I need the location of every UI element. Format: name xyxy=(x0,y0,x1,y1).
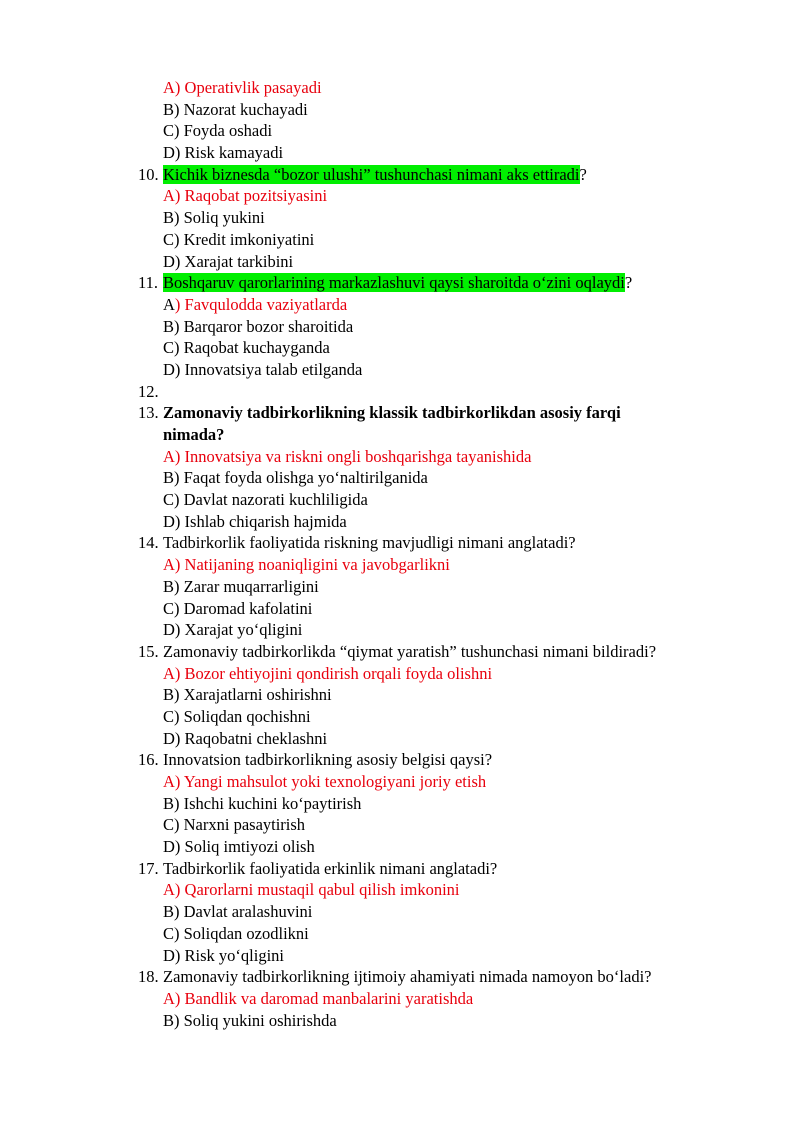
option: B) Zarar muqarrarligini xyxy=(163,576,319,596)
option-correct: A) Yangi mahsulot yoki texnologiyani joriy etish xyxy=(163,772,487,791)
question-13 xyxy=(0,402,800,424)
option: D) Risk yo‘qligini xyxy=(163,945,285,965)
option: D) Innovatsiya talab etilganda xyxy=(163,359,363,379)
question-14 xyxy=(0,532,800,554)
option: C) Davlat nazorati kuchliligida xyxy=(163,490,368,510)
option-correct: A) Natijaning noaniqligini va javobgarlikni xyxy=(163,555,450,575)
option-correct: A) Bozor ehtiyojini qondirish orqali foyda olishni xyxy=(163,663,493,683)
question-17 xyxy=(0,858,800,880)
question-text: Zamonaviy tadbirkorlikning klassik tadbirkorlikdan asosiy farqi xyxy=(163,403,621,423)
option: C) Soliqdan qochishni xyxy=(163,706,311,726)
option: B) Nazorat kuchayadi xyxy=(163,99,308,119)
option: C) Kredit imkoniyatini xyxy=(163,229,315,249)
question-number: 10. xyxy=(138,164,159,184)
option: B) Barqaror bozor sharoitida xyxy=(163,316,354,336)
option-correct: A) Bandlik va daromad manbalarini yaratishda xyxy=(163,988,474,1008)
option-text: ) Favqulodda vaziyatlarda xyxy=(174,294,348,314)
question-text: Innovatsion tadbirkorlikning asosiy belgisi qaysi? xyxy=(163,750,493,770)
option: D) Ishlab chiqarish hajmida xyxy=(163,511,347,531)
option: D) Xarajat yo‘qligini xyxy=(163,620,303,640)
option: B) Ishchi kuchini ko‘paytirish xyxy=(163,793,362,813)
question-mark: ? xyxy=(579,164,587,184)
option: D) Risk kamayadi xyxy=(163,143,284,163)
option-correct: A) Operativlik pasayadi xyxy=(163,78,322,97)
option: B) Xarajatlarni oshirishni xyxy=(163,685,332,705)
highlighted-text: Boshqaruv qarorlarining markazlashuvi qaysi sharoitda o‘zini oqlaydi xyxy=(163,273,625,293)
option: C) Daromad kafolatini xyxy=(163,598,313,618)
option: D) Raqobatni cheklashni xyxy=(163,728,328,748)
question-number: 13. xyxy=(138,403,159,423)
question-number: 11. xyxy=(138,273,159,293)
question-number: 14. xyxy=(138,533,159,553)
option-correct: A) Raqobat pozitsiyasini xyxy=(163,186,328,206)
question-text: Zamonaviy tadbirkorlikning ijtimoiy ahamiyati nimada namoyon bo‘ladi? xyxy=(163,967,652,987)
question-text xyxy=(163,272,632,294)
question-number: 16. xyxy=(138,750,159,770)
question-text xyxy=(163,164,587,186)
question-number: 17. xyxy=(138,858,159,878)
option: B) Faqat foyda olishga yo‘naltirilganida xyxy=(163,468,428,488)
option-correct: A) Innovatsiya va riskni ongli boshqarishga tayanishida xyxy=(163,446,532,466)
option: D) Soliq imtiyozi olish xyxy=(163,837,315,857)
option: B) Soliq yukini oshirishda xyxy=(163,1010,337,1030)
question-16 xyxy=(0,749,800,771)
option: C) Foyda oshadi xyxy=(163,121,273,141)
question-text: Tadbirkorlik faoliyatida riskning mavjudligi nimani anglatadi? xyxy=(163,533,576,553)
option-correct xyxy=(0,294,800,316)
question-text: Zamonaviy tadbirkorlikda “qiymat yaratish” tushunchasi nimani bildiradi? xyxy=(163,641,657,661)
question-text-continued: nimada? xyxy=(163,425,225,444)
option: C) Soliqdan ozodlikni xyxy=(163,923,309,943)
option-correct: A) Qarorlarni mustaqil qabul qilish imkonini xyxy=(163,880,460,900)
question-number: 18. xyxy=(138,967,159,987)
document-page xyxy=(0,77,800,1031)
highlighted-text: Kichik biznesda “bozor ulushi” tushunchasi nimani aks ettiradi xyxy=(163,164,580,184)
question-10 xyxy=(0,164,800,186)
option: B) Davlat aralashuvini xyxy=(163,902,313,922)
question-text: Tadbirkorlik faoliyatida erkinlik nimani anglatadi? xyxy=(163,858,498,878)
question-number: 15. xyxy=(138,641,159,661)
option: B) Soliq yukini xyxy=(163,208,265,228)
option: C) Narxni pasaytirish xyxy=(163,815,306,835)
option: C) Raqobat kuchayganda xyxy=(163,338,330,358)
question-18 xyxy=(0,966,800,988)
question-number: 12. xyxy=(138,381,159,401)
question-15 xyxy=(0,641,800,663)
option: D) Xarajat tarkibini xyxy=(163,251,294,271)
question-mark: ? xyxy=(624,273,633,293)
question-12 xyxy=(0,381,800,403)
option-letter: A xyxy=(163,294,175,314)
question-11 xyxy=(0,272,800,294)
